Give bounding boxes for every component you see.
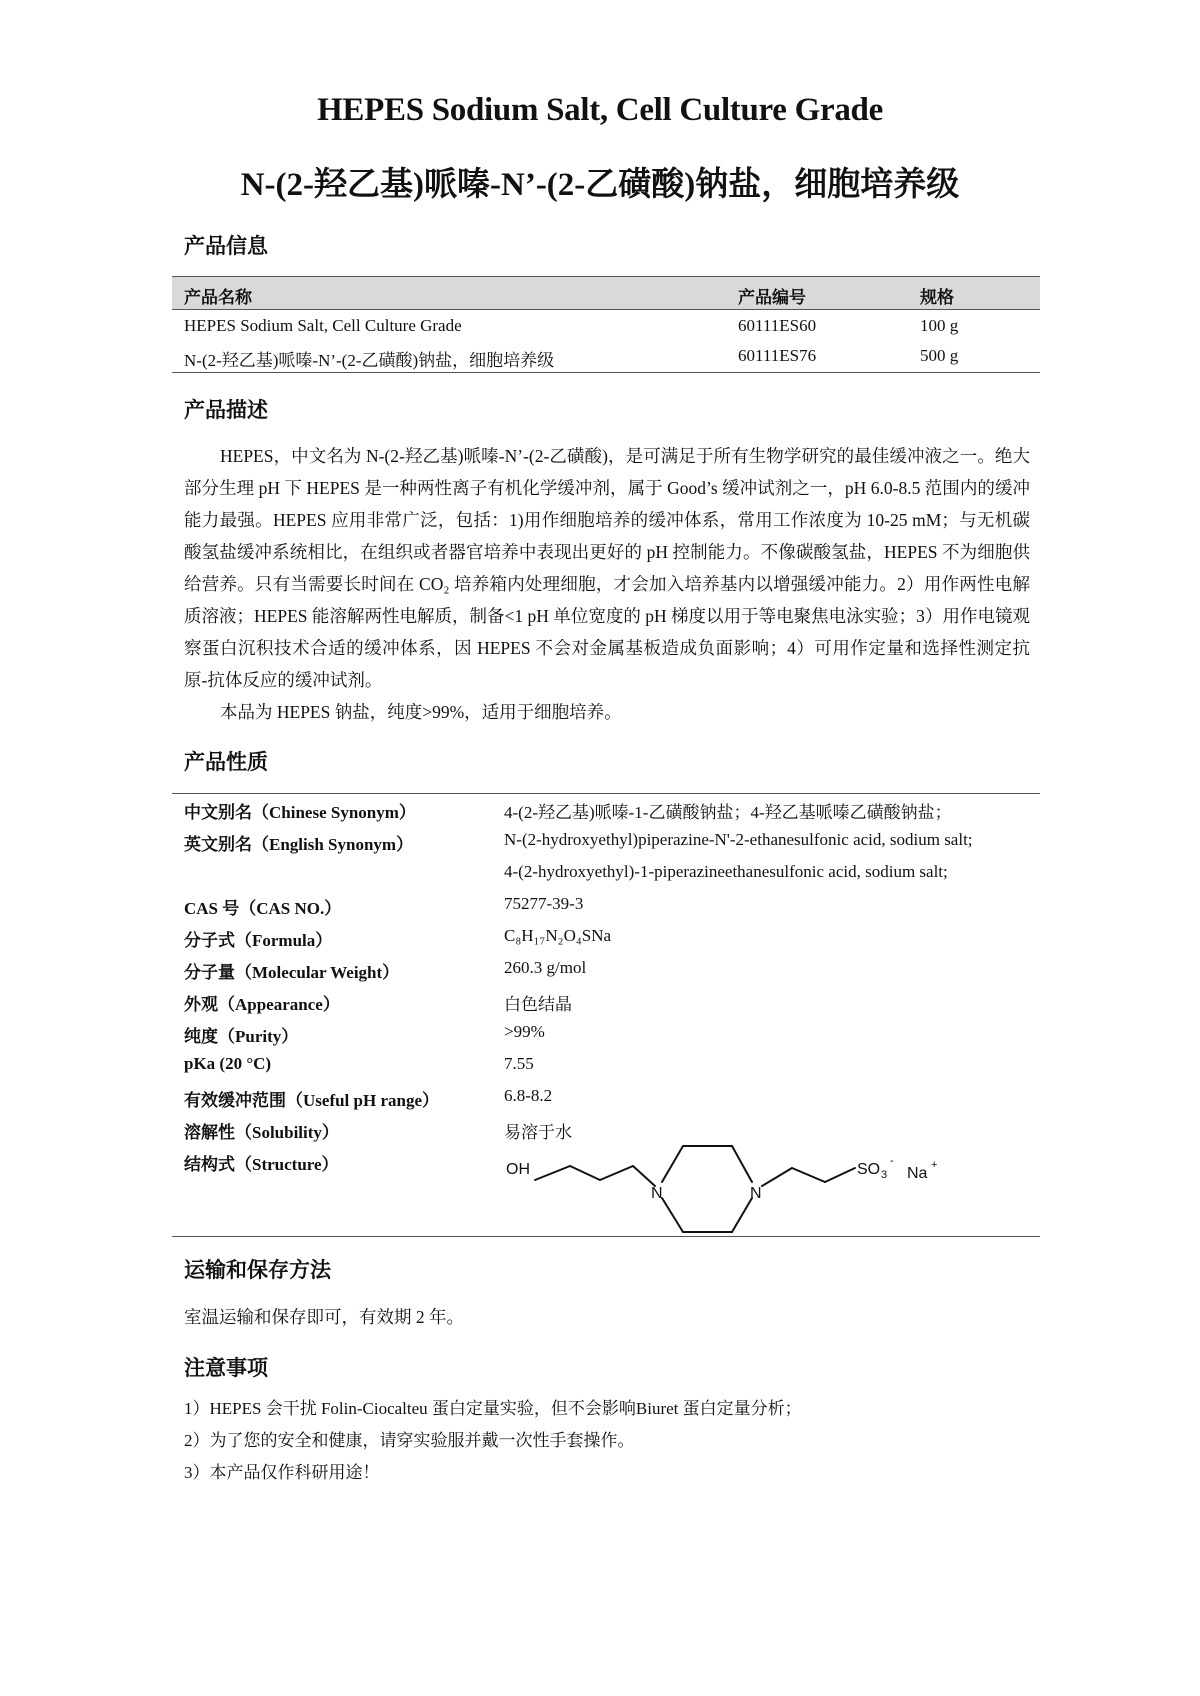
cell-catalog-number: 60111ES76 bbox=[738, 346, 817, 365]
property-label: 分子式（Formula） bbox=[184, 931, 333, 950]
storage-text: 室温运输和保存即可，有效期 2 年。 bbox=[184, 1307, 464, 1327]
property-value: 260.3 g/mol bbox=[504, 958, 587, 977]
property-row bbox=[184, 894, 1034, 924]
sodium-label: Na bbox=[907, 1165, 928, 1182]
bond bbox=[662, 1146, 683, 1182]
description-body bbox=[184, 440, 1030, 728]
description-paragraph: HEPES，中文名为 N-(2-羟乙基)哌嗪-N’-(2-乙磺酸)，是可满足于所有生物学研究的最佳缓冲液之一。绝大部分生理 pH 下 HEPES 是一种两性离子有机化学缓冲剂，属于 Good’s 缓冲试剂之一，pH 6.0-8.5 范围内的缓冲能力最强。HEPES 应用非常广泛，包括：1)用作细胞培养的缓冲体系，常用工作浓度为 10-25 mM；与无机碳酸氢盐缓冲系统相比，在组织或者器官培养中表现出更好的 pH 控制能力。不像碳酸氢盐，HEPES 不为细胞供给营养。只有当需要长时间在 CO₂ 培养箱内处理细胞，才会加入培养基内以增强缓冲能力。2）用作两性电解质溶液；HEPES 能溶解两性电解质，制备<1 pH 单位宽度的 pH 梯度以用于等电聚焦电泳实验；3）用作电镜观察蛋白沉积技术合适的缓冲体系，因 HEPES 不会对金属基板造成负面影响；4）可用作定量和选择性测定抗原-抗体反应的缓冲试剂。 bbox=[184, 446, 1030, 690]
header-product-name: 产品名称 bbox=[184, 288, 252, 307]
description-paragraph: 本品为 HEPES 钠盐，纯度>99%，适用于细胞培养。 bbox=[220, 702, 622, 722]
property-value: 7.55 bbox=[504, 1054, 534, 1073]
header-size: 规格 bbox=[920, 288, 954, 307]
note-item: 1）HEPES 会干扰 Folin-Ciocalteu 蛋白定量实验，但不会影响Biuret 蛋白定量分析； bbox=[184, 1399, 802, 1418]
property-value: 白色结晶 bbox=[504, 995, 572, 1014]
cell-product-name: N-(2-羟乙基)哌嗪-N’-(2-乙磺酸)钠盐，细胞培养级 bbox=[184, 351, 555, 370]
property-label: pKa (20 °C) bbox=[184, 1054, 272, 1073]
property-row bbox=[184, 830, 1034, 860]
properties-top-rule bbox=[172, 793, 1040, 794]
properties-bottom-rule bbox=[172, 1236, 1040, 1237]
property-value: 4-(2-hydroxyethyl)-1-piperazineethanesulfonic acid, sodium salt; bbox=[504, 862, 948, 881]
property-row bbox=[184, 958, 1034, 988]
property-value: 75277-39-3 bbox=[504, 894, 584, 913]
bond bbox=[600, 1166, 633, 1180]
bond bbox=[762, 1168, 792, 1186]
property-row bbox=[184, 862, 1034, 892]
table-bottom-rule bbox=[172, 372, 1040, 373]
header-catalog-number: 产品编号 bbox=[738, 288, 806, 307]
property-label: CAS 号（CAS NO.） bbox=[184, 899, 342, 918]
property-row bbox=[184, 1022, 1034, 1052]
oh-label: OH bbox=[506, 1161, 530, 1178]
property-row bbox=[184, 1054, 1034, 1084]
bond bbox=[732, 1146, 752, 1182]
section-storage: 运输和保存方法 bbox=[184, 1258, 331, 1282]
property-label: 中文别名（Chinese Synonym） bbox=[184, 803, 416, 822]
note-item: 2）为了您的安全和健康，请穿实验服并戴一次性手套操作。 bbox=[184, 1431, 635, 1450]
property-row bbox=[184, 798, 1034, 828]
bond bbox=[535, 1166, 570, 1180]
bond bbox=[732, 1198, 752, 1232]
property-label: 结构式（Structure） bbox=[184, 1155, 339, 1174]
table-header bbox=[172, 276, 1040, 310]
cell-size: 500 g bbox=[920, 346, 959, 365]
sodium-charge: + bbox=[931, 1159, 938, 1171]
property-label: 溶解性（Solubility） bbox=[184, 1123, 339, 1142]
property-label: 有效缓冲范围（Useful pH range） bbox=[184, 1091, 439, 1110]
title-chinese: N-(2-羟乙基)哌嗪-N’-(2-乙磺酸)钠盐，细胞培养级 bbox=[240, 167, 960, 203]
property-value: >99% bbox=[504, 1022, 545, 1041]
cell-catalog-number: 60111ES60 bbox=[738, 316, 817, 335]
property-label: 英文别名（English Synonym） bbox=[184, 835, 414, 854]
note-item: 3）本产品仅作科研用途！ bbox=[184, 1463, 380, 1482]
sulfonate-charge: - bbox=[890, 1155, 894, 1167]
cell-size: 100 g bbox=[920, 316, 959, 335]
bond bbox=[825, 1168, 855, 1182]
bond bbox=[570, 1166, 600, 1180]
title-english: HEPES Sodium Salt, Cell Culture Grade bbox=[317, 92, 883, 128]
section-notes: 注意事项 bbox=[184, 1356, 268, 1380]
property-value: 易溶于水 bbox=[504, 1123, 572, 1142]
property-value: N-(2-hydroxyethyl)piperazine-N'-2-ethanesulfonic acid, sodium salt; bbox=[504, 830, 973, 849]
bond bbox=[662, 1198, 683, 1232]
property-row bbox=[184, 990, 1034, 1020]
nitrogen-left-label: N bbox=[651, 1185, 663, 1202]
hepes-structure-diagram bbox=[500, 1136, 970, 1236]
property-label: 纯度（Purity） bbox=[184, 1027, 299, 1046]
section-product-info: 产品信息 bbox=[184, 234, 268, 258]
property-value: C₈H₁₇N₂O₄SNa bbox=[504, 926, 612, 945]
property-label: 分子量（Molecular Weight） bbox=[184, 963, 400, 982]
property-label: 外观（Appearance） bbox=[184, 995, 340, 1014]
cell-product-name: HEPES Sodium Salt, Cell Culture Grade bbox=[184, 316, 462, 335]
section-product-properties: 产品性质 bbox=[184, 750, 268, 774]
sulfonate-subscript: 3 bbox=[881, 1169, 888, 1181]
property-value: 4-(2-羟乙基)哌嗪-1-乙磺酸钠盐；4-羟乙基哌嗪乙磺酸钠盐； bbox=[504, 803, 952, 822]
sulfonate-label: SO bbox=[857, 1161, 881, 1178]
section-product-description: 产品描述 bbox=[184, 398, 268, 422]
property-value: 6.8-8.2 bbox=[504, 1086, 553, 1105]
property-row bbox=[184, 926, 1034, 956]
bond bbox=[633, 1166, 655, 1186]
property-row bbox=[184, 1086, 1034, 1116]
bond bbox=[792, 1168, 825, 1182]
nitrogen-right-label: N bbox=[750, 1185, 762, 1202]
